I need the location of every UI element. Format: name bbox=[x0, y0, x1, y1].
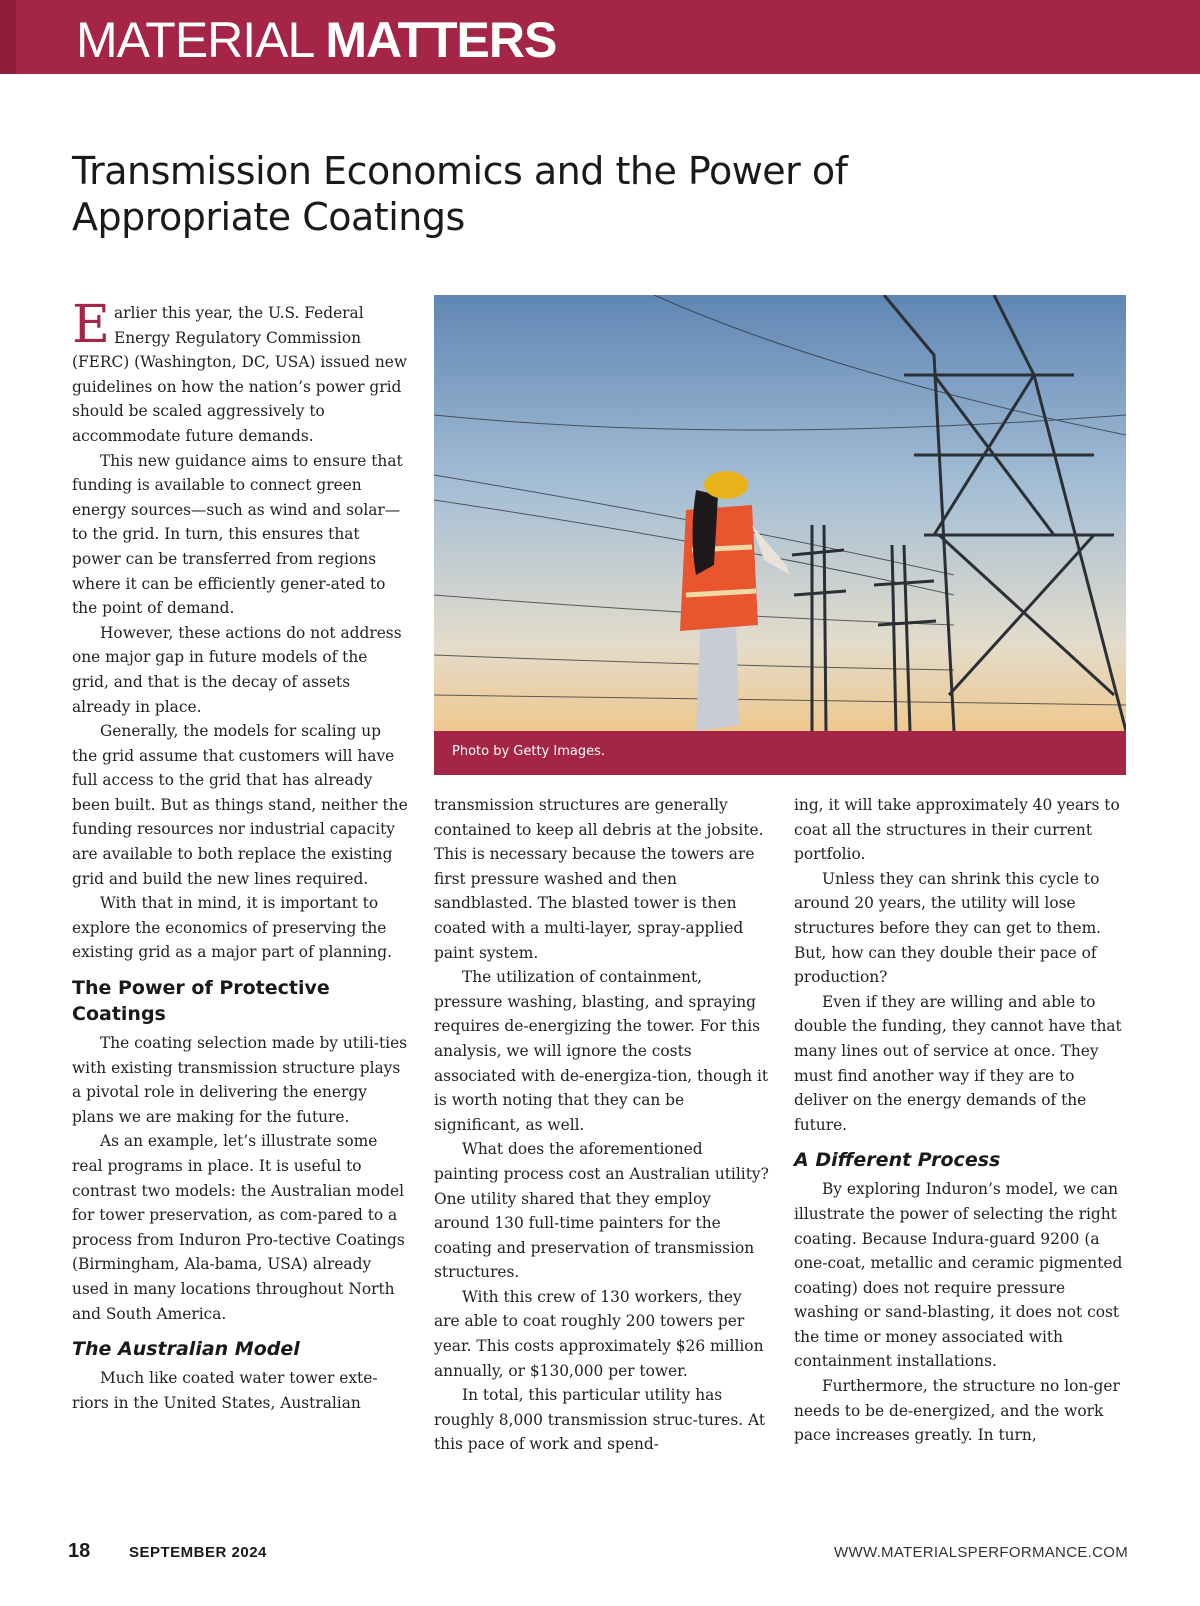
subheading-italic: The Australian Model bbox=[72, 1338, 300, 1361]
paragraph: However, these actions do not address one major gap in future models of the grid, and that is the decay of assets already in place. bbox=[72, 623, 402, 716]
section-title bbox=[76, 10, 556, 70]
paragraph: Even if they are willing and able to double the funding, they cannot have that many lines out of service at once. They must find another way if they are to deliver on the energy demands of the future. bbox=[794, 992, 1122, 1134]
paragraph: With this crew of 130 workers, they are able to coat roughly 200 towers per year. This costs approximately $26 million annually, or $130,000 per tower. bbox=[434, 1287, 764, 1380]
banner-accent-stripe bbox=[0, 0, 16, 74]
paragraph: This new guidance aims to ensure that funding is available to connect green energy sources—such as wind and solar—to the grid. In turn, this ensures that power can be transferred from regions where it can be efficiently gener-ated to the point of demand. bbox=[72, 451, 403, 618]
subheading: The Power of Protective Coatings bbox=[72, 977, 330, 1026]
caption-bar bbox=[434, 731, 1126, 775]
article-title: Transmission Economics and the Power of Appropriate Coatings bbox=[72, 149, 848, 239]
section-title-light: MATERIAL bbox=[76, 12, 313, 68]
paragraph: What does the aforementioned painting process cost an Australian utility? One utility shared that they employ around 130 full-time painters for the coating and preservation of transmission structures. bbox=[434, 1140, 769, 1282]
column-3 bbox=[794, 793, 1130, 1448]
paragraph-text: arlier this year, the U.S. Federal Energy Regulatory Commission (FERC) (Washington, DC, USA) issued new guidelines on how the nation’s power grid should be scaled aggressively to accommodate future demands. bbox=[72, 304, 408, 445]
drop-cap: E bbox=[72, 295, 110, 355]
paragraph: ing, it will take approximately 40 years to coat all the structures in their current portfolio. bbox=[794, 796, 1120, 864]
paragraph bbox=[72, 295, 408, 449]
paragraph: The coating selection made by utili-ties with existing transmission structure plays a pivotal role in delivering the energy plans we are making for the future. bbox=[72, 1034, 408, 1126]
paragraph: Furthermore, the structure no lon-ger needs to be de-energized, and the work pace increases greatly. In turn, bbox=[794, 1377, 1120, 1445]
header-banner bbox=[0, 0, 1200, 74]
subheading-italic: A Different Process bbox=[794, 1149, 1001, 1172]
paragraph: In total, this particular utility has roughly 8,000 transmission struc-tures. At this pace of work and spend- bbox=[434, 1386, 766, 1454]
page-number: 18 bbox=[68, 1540, 91, 1562]
paragraph: By exploring Induron’s model, we can illustrate the power of selecting the right coating. Because Indura-guard 9200 (a one-coat, metallic and ceramic pigmented coating) does not require pressure washing or sand-blasting, it does not cost the time or money associated with containment installations. bbox=[794, 1180, 1123, 1371]
paragraph: transmission structures are generally contained to keep all debris at the jobsite. This is necessary because the towers are first pressure washed and then sandblasted. The blasted tower is then coated with a multi-layer, spray-applied paint system. bbox=[434, 796, 764, 962]
paragraph: With that in mind, it is important to explore the economics of preserving the existing grid as a major part of planning. bbox=[72, 894, 393, 962]
column-1 bbox=[72, 295, 408, 1415]
paragraph: Generally, the models for scaling up the grid assume that customers will have full access to the grid that has already been built. But as things stand, neither the funding resources nor industrial capacity are available to both replace the existing grid and build the new lines required. bbox=[72, 722, 408, 888]
article-photo bbox=[434, 295, 1126, 731]
photo-caption: Photo by Getty Images. bbox=[452, 744, 606, 759]
photo-illustration bbox=[434, 295, 1126, 731]
paragraph: The utilization of containment, pressure washing, blasting, and spraying requires de-energizing the tower. For this analysis, we will ignore the costs associated with de-energiza-tion, though it is worth noting that they can be significant, as well. bbox=[434, 968, 769, 1134]
paragraph: Much like coated water tower exte-riors in the United States, Australian bbox=[72, 1369, 378, 1412]
paragraph: Unless they can shrink this cycle to around 20 years, the utility will lose structures before they can get to them. But, how can they double their pace of production? bbox=[794, 869, 1102, 987]
column-2 bbox=[434, 793, 770, 1457]
section-title-bold: MATTERS bbox=[325, 12, 557, 68]
paragraph: As an example, let’s illustrate some real programs in place. It is useful to contrast two models: the Australian model for tower preservation, as com-pared to a process from Induron Pro-tective Coatings (Birmingham, Ala-bama, USA) already used in many locations throughout North and South America. bbox=[72, 1132, 405, 1323]
issue-date: SEPTEMBER 2024 bbox=[129, 1544, 267, 1561]
website-url[interactable]: WWW.MATERIALSPERFORMANCE.COM bbox=[834, 1544, 1128, 1561]
